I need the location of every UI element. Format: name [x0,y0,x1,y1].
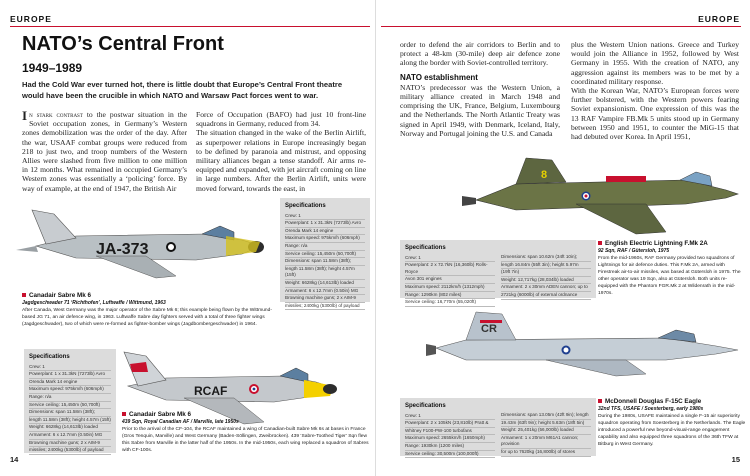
spec-row: Crew: 1 [29,364,111,372]
page-number: 15 [731,455,740,464]
spec-row: missiles; 2400kg (5300lb) of payload [285,303,365,311]
body-column-2: Force of Occupation (BAFO) had just 10 front-line squadrons in Germany, reduced from 34. The situation changed in the wake of the Berlin Airlift, as superpower relations in Europe increasingly began to be defined by paranoia and mistrust, and opposing military alliances began a tense standoff. Air arms re-equipped and expanded, with jet aircraft coming on line in large numbers. After the Berlin Airlift, units were moved forward, towards the east, in [196,110,366,193]
spec-row: Orenda Mark 14 engine [285,228,365,236]
spec-row: Dimensions: span 11.58m (38ft); [29,409,111,417]
specs-title: Specifications [285,203,326,209]
aircraft-code: RCAF [194,384,228,398]
specs-rows [501,254,591,300]
spec-row: Browning machine guns; 2 x AIM-9 [29,440,111,448]
page-subtitle: 1949–1989 [22,61,83,75]
caption-3 [598,240,746,297]
spec-row: Powerplant: 1 x 31.3kN (7273lb) Avro [285,220,365,228]
specs-title: Specifications [405,403,446,409]
spec-row: Range: 1290km (802 miles) [405,292,495,300]
specs-column-right [501,245,591,297]
spec-row: Range: n/a [285,243,365,251]
specs-rows [285,213,365,311]
lightning-illustration [456,150,746,240]
specs-rows [405,255,495,307]
caption-text: After Canada, West Germany was the major operator of the Sabre Mk 6; this example being flown by the Wittmund-based JG 71, an air defence wing, in 1963. Luftwaffe Sabre day fighters served with a total of three fighter wings (Jagdgeschwader), two of which were re-formed as fighter-bomber wings (Jagdbombergeschwader) in 1964. [22,308,272,327]
f15-eagle-illustration [426,310,746,380]
body-column-1 [400,40,560,138]
caption-text: Prior to the arrival of the CF-104, the RCAF maintained a wing of Canadian-built Sabre Mk 6s at bases in France (Gros Tenquin, Marville) and West Germany (Baden-Söllingen, Zweibrücken). 439 ‘Sabre-Toothed Tiger’ Sqn flew this Sabre from Marville in the latter half of the 1950s. In the mid-1950s, each wing replaced a squadron of Sabres with CF-100s. [122,427,369,453]
spec-row: Maximum speed: 975km/h (606mph) [29,386,111,394]
caption-1 [22,292,277,328]
specs-box-3 [400,240,596,305]
spec-row: for up to 7620kg (16,800lb) of stores [501,449,591,457]
specs-box-4 [400,398,596,456]
spec-row: Dimensions: span 10.62m (34ft 10in); [501,254,591,262]
specs-box-2 [24,349,116,453]
spec-row: length 16.84m (55ft 3in); height 5.97m [501,262,591,270]
page-number: 14 [10,455,19,464]
caption-4 [598,398,746,448]
spec-row: Browning machine guns; 2 x AIM-9 [285,295,365,303]
spec-row: Range: n/a [29,394,111,402]
caption-title: Canadair Sabre Mk 6 [122,411,370,419]
body-column-1 [22,110,187,193]
sabre-jg71-illustration [6,196,276,286]
caption-text: During the 1980s, USAFE maintained a single F-15 air superiority squadron operating from Soesterberg in the Netherlands. The Eagle introduced a powerful new beyond-visual-range engagement capability and also equipped three squadrons of the 36th TFW at Bitburg in West Germany. [598,414,746,447]
specs-rows [405,413,495,459]
spec-row: Armament: 1 x 20mm M61A1 cannon; provision [501,435,591,449]
spec-row: Service ceiling: 15,450m (50,700ft) [29,402,111,410]
header-rule [381,26,741,27]
spec-row: 19.43m (63ft 9in); height 5.63m (18ft 5in) [501,420,591,428]
spec-row: Orenda Mark 14 engine [29,379,111,387]
caption-title: English Electric Lightning F.Mk 2A [598,240,746,248]
caption-unit: Jagdgeschwader 71 ‘Richthofen’, Luftwaffe / Wittmund, 1963 [22,300,166,306]
spec-row: Maximum speed: 2112km/h (1312mph) [405,284,495,292]
spec-row: (19ft 7in) [501,269,591,277]
spec-row: Weight: 6628kg (14,613lb) loaded [29,424,111,432]
specs-title: Specifications [405,245,446,251]
body-text: order to defend the air corridors to Berlin and to protect a 48-km (30-mile) deep air defence zone along the border with Soviet-controlled territory. [400,40,560,68]
drop-cap: I [22,108,28,123]
specs-rows [29,364,111,455]
spec-row: Powerplant: 2 x 105kN (23,810lb) Pratt & [405,420,495,428]
section-header: EUROPE [10,14,52,24]
specs-column-left [405,403,495,456]
spec-row: Powerplant: 1 x 31.3kN (7273lb) Avro [29,371,111,379]
header-rule [10,26,370,27]
spec-row: length 11.58m (38ft); height 4.57m (15ft) [285,266,365,280]
specs-rows [501,412,591,457]
caption-title: Canadair Sabre Mk 6 [22,292,277,300]
spec-row: Service ceiling: 30,500m (100,000ft) [405,451,495,459]
specs-title: Specifications [29,354,70,360]
spec-row: Avon 301 engines [405,276,495,284]
caption-unit: 32nd TFS, USAFE / Soesterberg, early 1980s [598,406,704,412]
spec-row: Armament: 6 x 12.7mm (0.50in) MG [29,432,111,440]
specs-column-left [405,245,495,305]
spec-row: missiles; 2400kg (5300lb) of payload [29,447,111,455]
spec-row: Weight: 6628kg (14,613lb) loaded [285,280,365,288]
spec-row: Powerplant: 2 x 72.7kN (16,360lb) Rolls-Royce [405,262,495,276]
spec-row: Crew: 1 [405,255,495,263]
aircraft-code: JA-373 [96,241,149,258]
right-page [375,0,750,476]
intro-paragraph: Had the Cold War ever turned hot, there is little doubt that Europe’s Central Front theatre would have been the crucible in which NATO and Warsaw Pact forces went to war. [22,80,343,100]
body-text: to the postwar situation in the Soviet occupation zones, in Germany’s Western zones demobilization was the order of the day. After the war, USAAF combat groups were reduced from 218 to just two, and troop numbers of the Western Allies were slashed from five million to one million in 12 months. What remained in occupied Germany’s Western zones was essentially a ‘policing’ force. By way of example, at the end of 1947, the British Air [22,110,187,193]
spec-row: Dimensions: span 13.05m (42ft 9in); length [501,412,591,420]
spec-row: Crew: 1 [285,213,365,221]
caption-unit: 439 Sqn, Royal Canadian AF / Marville, late 1950s [122,419,239,425]
caption-unit: 92 Sqn, RAF / Gütersloh, 1975 [598,248,670,254]
body-text: NATO’s predecessor was the Western Union, a military alliance created in March 1948 and comprising the UK, France, Belgium, Luxembourg and the Netherlands. The North Atlantic Treaty was signed in April 1949, with Denmark, Iceland, Italy, Norway and Portugal joining the U.S. and Canada [400,82,560,138]
spec-row: Weight: 25,401kg (56,000lb) loaded [501,427,591,435]
spec-row: Weight: 12,717kg (28,034lb) loaded [501,277,591,285]
specs-column-right [501,403,591,454]
spec-row: Armament: 2 x 30mm ADEN cannon; up to [501,284,591,292]
spec-row: Dimensions: span 11.58m (38ft); [285,258,365,266]
aircraft-code: 8 [541,169,548,181]
spec-row: Range: 1930km (1200 miles) [405,443,495,451]
spec-row: Crew: 1 [405,413,495,421]
body-column-2: plus the Western Union nations. Greece and Turkey would join the Alliance in 1952, followed by West Germany in 1955. With the creation of NATO, any aggression against its members was to be met by a coordinated military response. With the Korean War, NATO’s European forces were further bolstered, with the Western powers fearing Soviet expansionism. One expression of this was the 13 RAF Vampire FB.Mk 5 units stood up in Germany between 1950 and 1951, to counter the MiG-15 that had debuted over Korea. In April 1951, [571,40,739,142]
spec-row: Service ceiling: 15,450m (50,700ft) [285,251,365,259]
spec-row: length 11.58m (38ft); height 4.57m (15ft) [29,417,111,425]
caption-text: From the mid-1960s, RAF Germany provided two squadrons of Lightnings for air defence duties. This F.Mk 2A, armed with Firestreak air-to-air missiles, was based at Gütersloh in 1975. The other operator was 19 Sqn, also at Gütersloh. Both units re-equipped with the Phantom FGR.Mk 2 at Wildenrath in the mid-1970s. [598,256,741,296]
spec-row: Maximum speed: 975km/h (606mph) [285,235,365,243]
aircraft-code: CR [481,323,497,335]
section-header: EUROPE [698,14,740,24]
spec-row: Service ceiling: 16,770m (55,020ft) [405,299,495,307]
spec-row: Whitney F100-PW-100 turbofans [405,428,495,436]
spec-row: 2721kg (6000lb) of external ordnance [501,292,591,300]
spec-row: Armament: 6 x 12.7mm (0.50in) MG [285,288,365,296]
caption-2 [122,411,370,454]
section-heading: NATO establishment [400,72,478,82]
lead-smallcaps: n stark contrast [29,110,83,119]
caption-title: McDonnell Douglas F-15C Eagle [598,398,746,406]
page-title: NATO’s Central Front [22,33,224,55]
specs-box-1 [280,198,370,308]
spec-row: Maximum speed: 2655km/h (1650mph) [405,435,495,443]
